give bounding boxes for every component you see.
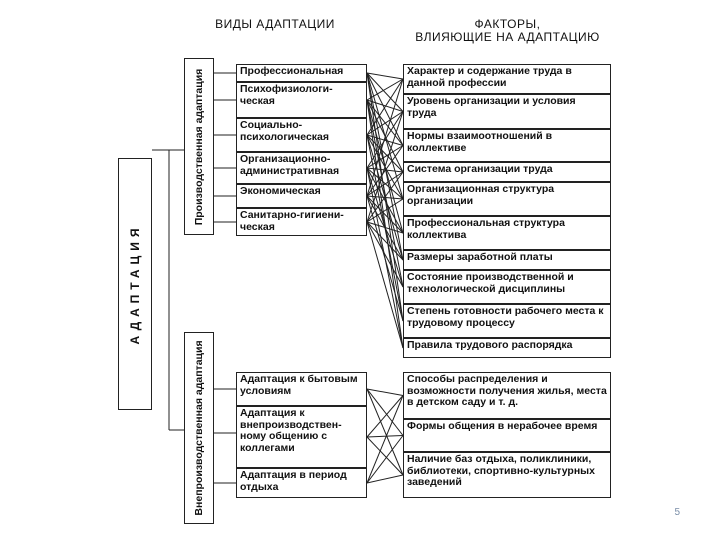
non-production-factor-box: Способы распределения и возможности получения жилья, места в детском саду и т. д.	[403, 372, 611, 419]
production-type-box: Экономическая	[236, 184, 367, 208]
root-adaptation-label: АДАПТАЦИЯ	[128, 223, 142, 345]
non-production-factor-box: Формы общения в нерабочее время	[403, 419, 611, 452]
type-factor-connector	[367, 199, 403, 222]
type-factor-connector	[367, 112, 403, 136]
production-factor-box: Система организации труда	[403, 162, 611, 182]
production-factor-box: Степень готовности рабочего места к трудовому процессу	[403, 304, 611, 338]
production-factor-box: Размеры заработной платы	[403, 250, 611, 270]
production-factor-box: Состояние производственной и технологической дисциплины	[403, 270, 611, 304]
production-factors-column	[403, 64, 611, 358]
production-type-box: Организационно-административная	[236, 152, 367, 184]
production-types-column	[236, 64, 367, 236]
production-type-box: Профессиональная	[236, 64, 367, 82]
type-factor-connector	[367, 389, 403, 436]
factors-header-line1: ФАКТОРЫ,	[474, 17, 541, 31]
production-factor-box: Уровень организации и условия труда	[403, 94, 611, 129]
non-production-type-box: Адаптация в период отдыха	[236, 468, 367, 498]
non-production-adaptation-label: Внепроизводственная адаптация	[193, 340, 205, 516]
non-production-type-box: Адаптация к бытовым условиям	[236, 372, 367, 406]
non-production-type-box: Адаптация к внепроизводствен-ному общению с коллегами	[236, 406, 367, 468]
production-type-box: Социально-психологическая	[236, 118, 367, 152]
production-adaptation-label: Производственная адаптация	[193, 68, 205, 225]
production-type-box: Психофизиологи-ческая	[236, 82, 367, 118]
production-factor-box: Профессиональная структура коллектива	[403, 216, 611, 250]
type-factor-connector	[367, 436, 403, 438]
non-production-factor-box: Наличие баз отдыха, поликлиники, библиотеки, спортивно-культурных заведений	[403, 452, 611, 498]
non-production-types-column	[236, 372, 367, 498]
production-factor-box: Нормы взаимоотношений в коллективе	[403, 129, 611, 162]
factors-header-line2: ВЛИЯЮЩИЕ НА АДАПТАЦИЮ	[415, 30, 600, 44]
production-factor-box: Организационная структура организации	[403, 182, 611, 216]
production-factor-box: Правила трудового распорядка	[403, 338, 611, 358]
types-header: ВИДЫ АДАПТАЦИИ	[215, 17, 335, 31]
production-type-box: Санитарно-гигиени-ческая	[236, 208, 367, 236]
page-number: 5	[674, 507, 680, 518]
non-production-factors-column	[403, 372, 611, 498]
production-factor-box: Характер и содержание труда в данной профессии	[403, 64, 611, 94]
type-factor-connector	[367, 389, 403, 396]
